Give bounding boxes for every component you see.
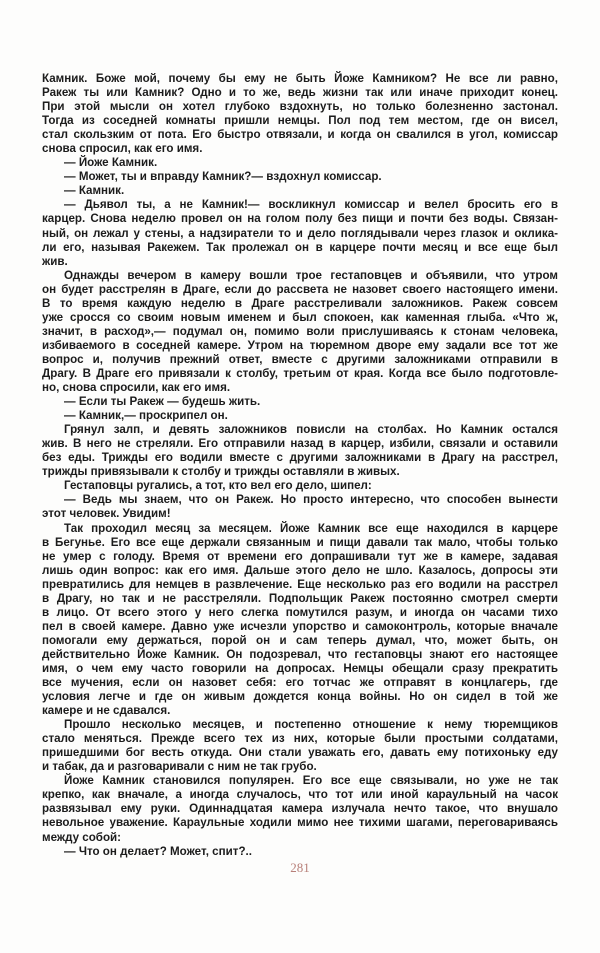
text-line: пришедшими бог весть откуда. Они стали уважать его, давать ему потихоньку еду <box>42 746 558 760</box>
text-line: — Ведь мы знаем, что он Ракеж. Но просто интересно, что способен вынести <box>64 493 558 507</box>
text-line: ный, он лежал у стены, а надзиратели то и дело поглядывали через глазок и оклика- <box>42 226 558 240</box>
text-line: Йоже Камник становился популярен. Его все еще связывали, но уже не так <box>64 774 558 788</box>
text-line: стало меняться. Прежде всего тех из них, которые были простыми солдатами, <box>42 732 558 746</box>
text-line: — Камник. <box>64 184 125 198</box>
text-line: — Йоже Камник. <box>64 156 158 170</box>
text-line: камере и не сдавался. <box>42 704 171 718</box>
text-line: снова спросил, как его имя. <box>42 142 203 156</box>
text-line: невольное уважение. Караульные ходили мимо нее тихими шагами, переговариваясь <box>42 816 558 830</box>
page-number: 281 <box>290 860 310 875</box>
text-line: в Бегунье. Его все еще держали связанным и пищи давали так мало, чтобы только <box>42 535 558 549</box>
text-line: Камник. Боже мой, почему бы ему не быть Йоже Камником? Не все ли равно, <box>42 72 558 85</box>
text-line: — Что он делает? Может, спит?.. <box>64 844 252 858</box>
text-line: не умер с голоду. Время от времени его допрашивали тут же в камере, задавая <box>42 549 558 563</box>
text-line: и табак, да и разговаривали с ним не так грубо. <box>42 760 317 774</box>
text-line: уже сросся со своим новым именем и был спокоен, как каменная глыба. «Что ж, <box>42 310 558 324</box>
body-text <box>42 72 558 859</box>
text-line: условия легче и где он живым дождется конца войны. Но он сидел в той же <box>42 690 558 704</box>
text-line: — Может, ты и вправду Камник?— вздохнул комиссар. <box>64 170 382 184</box>
text-line: Грянул залп, и девять заложников повисли на столбах. Но Камник остался <box>64 423 558 437</box>
text-line: крепко, как вначале, а иногда случалось, что тот или иной караульный на часок <box>42 788 558 802</box>
text-line: имя, о чем ему часто говорили на допросах. Немцы обещали сразу прекратить <box>42 661 558 675</box>
text-line: избиваемого в соседней камере. Утром на тюремном дворе ему задали все тот же <box>42 338 558 352</box>
text-line: этот человек. Увидим! <box>42 507 171 521</box>
text-line: лишь один вопрос: как его имя. Дальше этого дело не шло. Казалось, допросы эти <box>42 563 558 577</box>
text-line: значит, в расход»,— подумал он, помимо воли прислушиваясь к стонам человека, <box>42 324 558 338</box>
text-line: — Если ты Ракеж — будешь жить. <box>64 395 261 409</box>
text-line: вопрос и, получив прежний ответ, вместе с другими заложниками отправили в <box>42 352 558 366</box>
text-line: в Драгу, но так и не расстреляли. Подпольщик Ракеж постоянно смотрел смерти <box>42 591 558 605</box>
text-line: трижды привязывали к столбу и трижды оставляли в живых. <box>42 465 400 479</box>
text-line: развязывал ему руки. Одиннадцатая камера излучала нечто такое, что внушало <box>42 802 558 816</box>
text-line: Гестаповцы ругались, а тот, кто вел его дело, шипел: <box>64 479 372 493</box>
text-line: карцер. Снова неделю провел он на голом полу без пищи и почти без воды. Связан- <box>42 212 558 226</box>
text-line: все мучения, если он назовет себя: его тотчас же отправят в концлагерь, где <box>42 676 558 690</box>
text-line: превратились для немцев в развлечение. Еще несколько раз его водили на расстрел <box>42 577 558 591</box>
text-line: но, снова спросили, как его имя. <box>42 381 231 395</box>
text-line: — Камник,— проскрипел он. <box>64 409 228 423</box>
text-line: в лицо. От всего этого у него слегка помутился разум, и иногда он часами тихо <box>42 605 558 619</box>
text-line: жив. В него не стреляли. Его отправили назад в карцер, избили, связали и оставили <box>42 437 558 451</box>
text-line: Так проходил месяц за месяцем. Йоже Камник все еще находился в карцере <box>64 521 558 535</box>
text-line: При этой мысли он хотел глубоко вздохнуть, но только болезненно застонал. <box>42 100 558 114</box>
text-line: пел в своей камере. Давно уже исчезли упорство и самоконтроль, которые вначале <box>42 619 558 633</box>
text-line: помогали ему держаться, порой он и сам теперь думал, что, может быть, он <box>42 633 558 647</box>
text-line: Ракеж ты или Камник? Одно и то же, ведь жизни так или иначе приходит конец. <box>42 86 558 100</box>
text-line: действительно Йоже Камник. Он подозревал, что гестаповцы знают его настоящее <box>42 647 558 661</box>
text-line: ли его, называя Ракежем. Так пролежал он в карцере почти месяц и все еще был <box>42 240 558 254</box>
text-line: Однажды вечером в камеру вошли трое гестаповцев и объявили, что утром <box>64 268 558 282</box>
text-line: — Дьявол ты, а не Камник!— воскликнул комиссар и велел бросить его в <box>64 198 558 212</box>
text-line: он будет расстрелян в Драге, если до рассвета не назовет своего настоящего имени. <box>42 282 558 296</box>
text-line: жив. <box>42 254 68 268</box>
text-line: Тогда из соседней комнаты пришли немцы. Пол под тем местом, где он висел, <box>42 114 558 128</box>
text-line: В то время каждую неделю в Драге расстреливали заложников. Ракеж совсем <box>42 296 558 310</box>
text-line: Драгу. В Драге его привязали к столбу, третьим от края. Когда все было подготовле- <box>42 366 558 380</box>
text-line: стал скользким от пота. Его быстро отвязали, и когда он свалился в угол, комиссар <box>42 128 558 142</box>
text-line: без еды. Трижды его водили вместе с другими заложниками в Драгу на расстрел, <box>42 451 558 465</box>
text-line: Прошло несколько месяцев, и постепенно отношение к нему тюремщиков <box>64 718 558 732</box>
text-line: между собой: <box>42 830 122 844</box>
